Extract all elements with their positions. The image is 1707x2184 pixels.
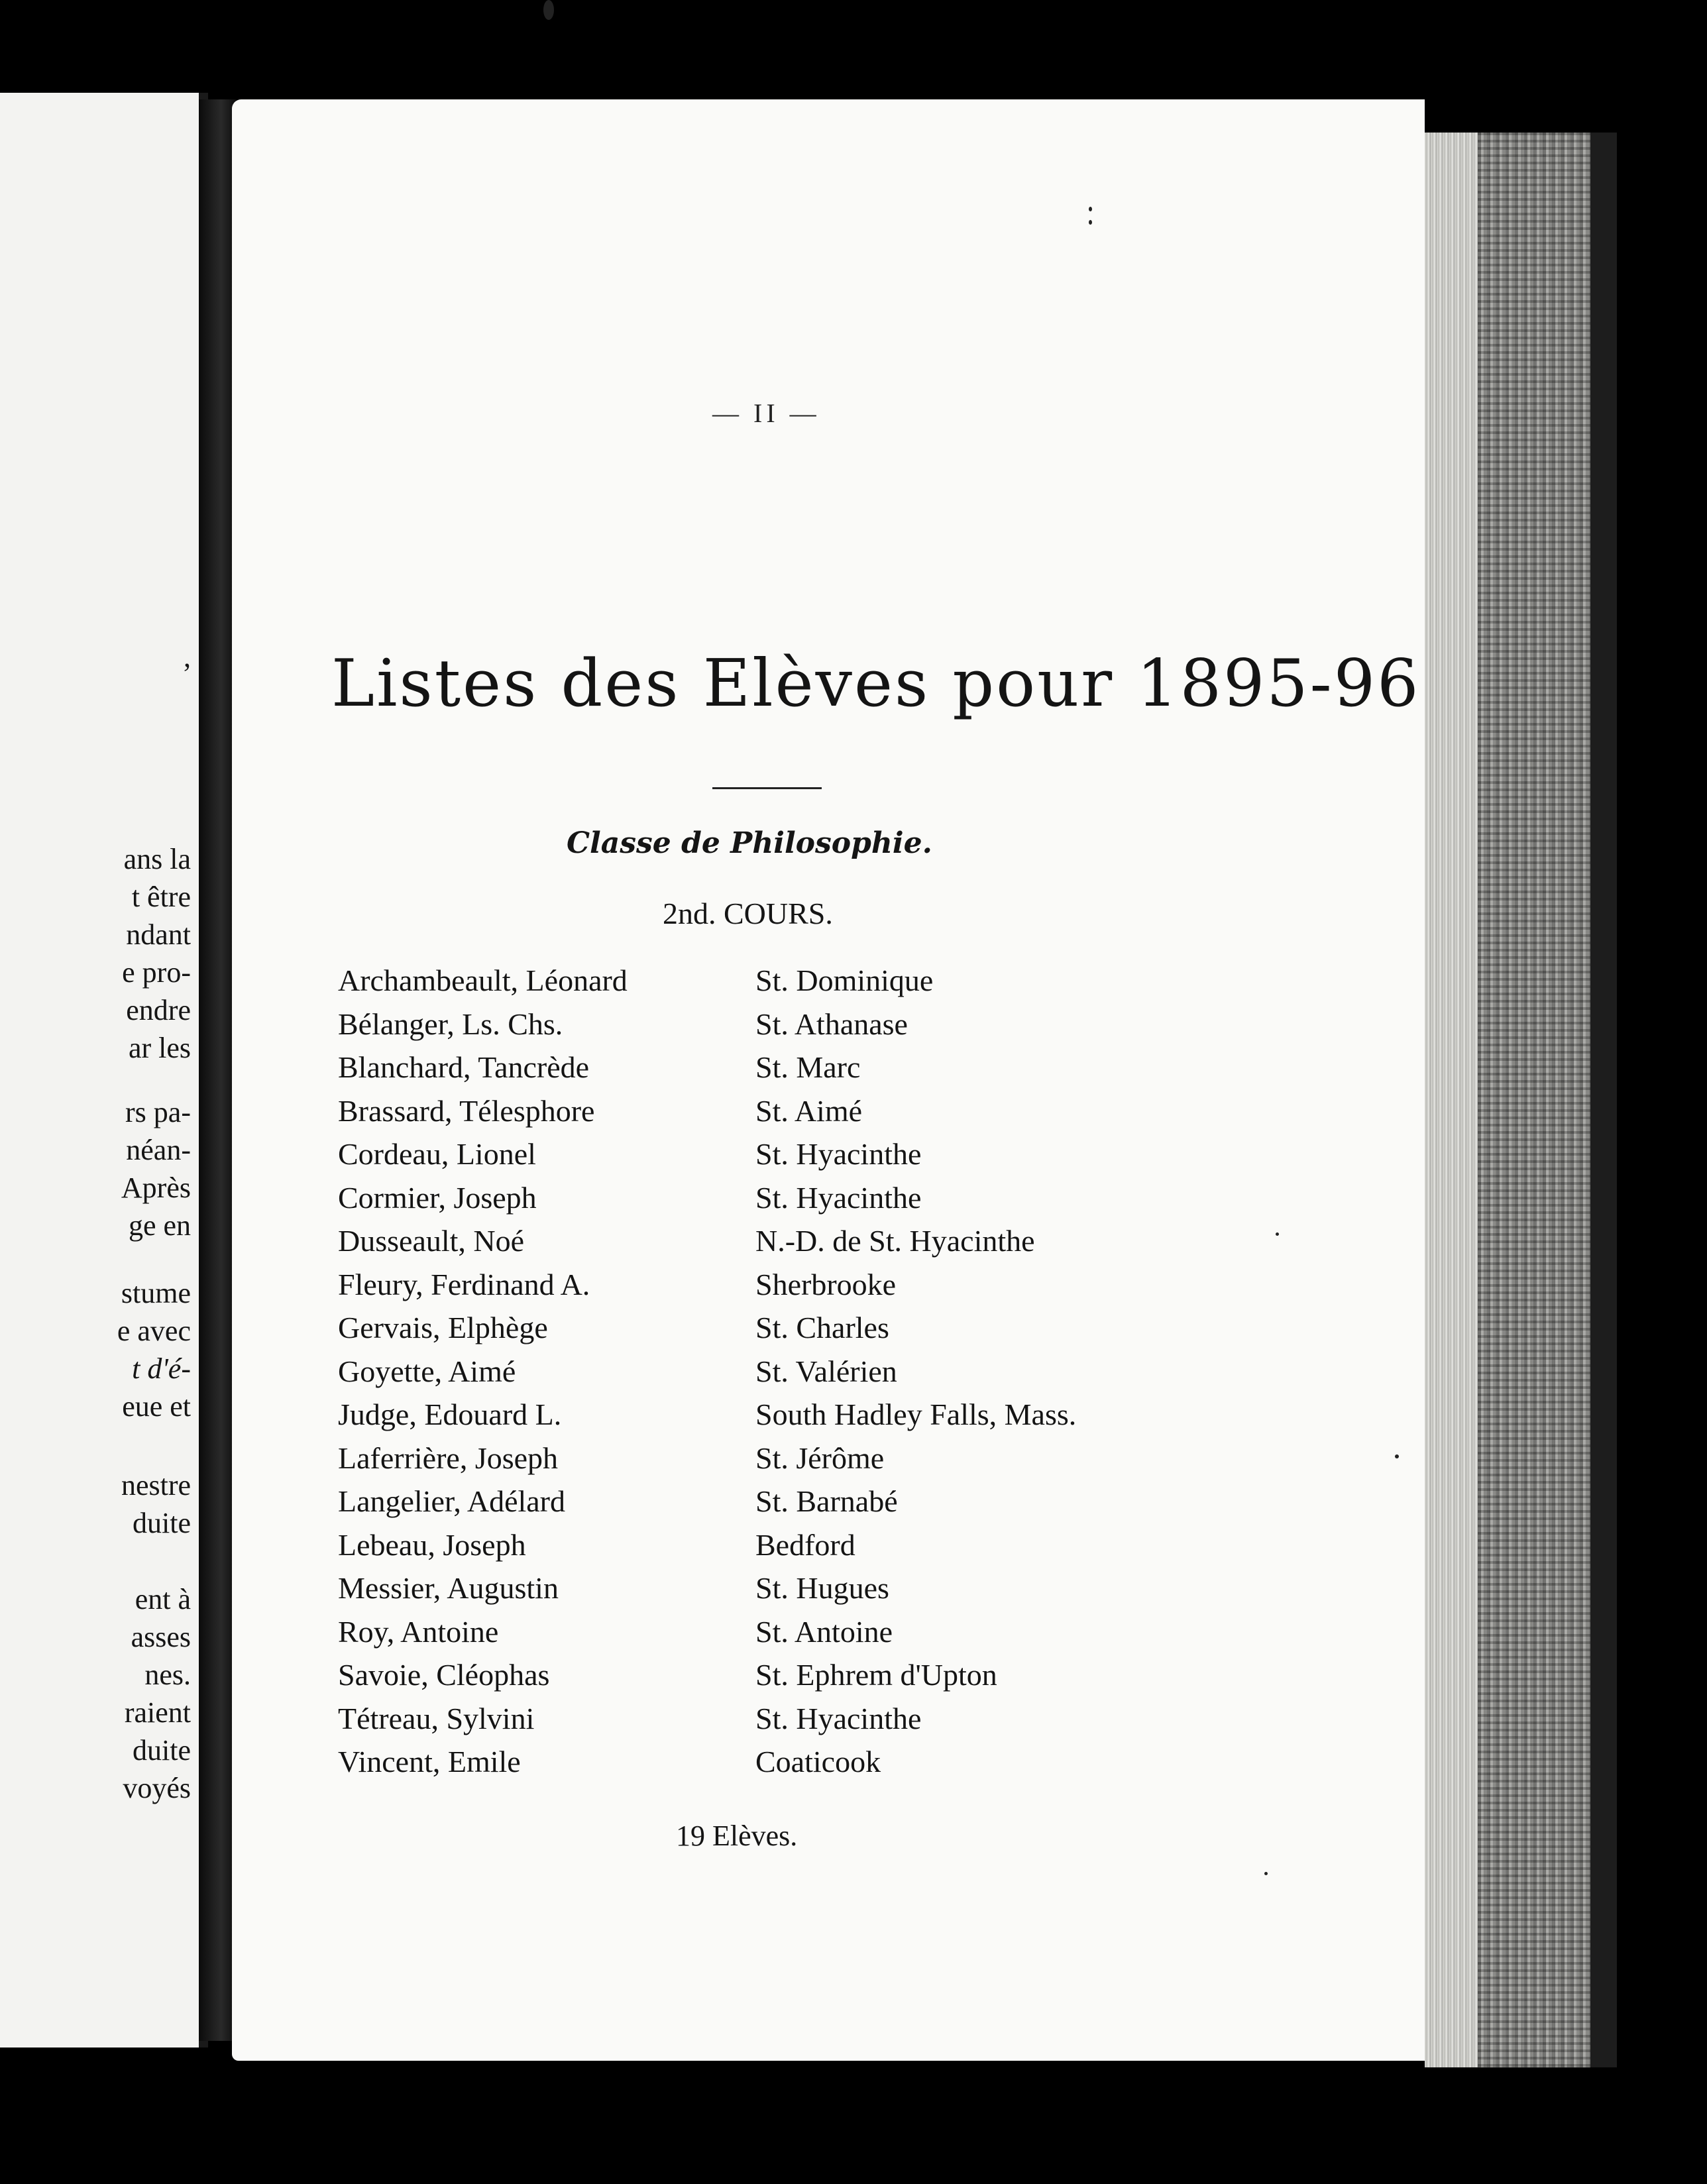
student-hometown: St. Barnabé (755, 1484, 898, 1518)
student-hometown: St. Ephrem d'Upton (755, 1658, 997, 1692)
student-row (338, 1570, 1266, 1613)
student-hometown: N.-D. de St. Hyacinthe (755, 1224, 1035, 1258)
student-name: Goyette, Aimé (338, 1354, 516, 1388)
left-page-line: néan- (126, 1134, 191, 1166)
student-total: 19 Elèves. (676, 1820, 798, 1852)
left-page-line: ar les (128, 1032, 191, 1064)
student-hometown: St. Jérôme (755, 1441, 885, 1475)
student-row (338, 1223, 1266, 1266)
student-name: Savoie, Cléophas (338, 1658, 550, 1692)
left-page-line: duite (133, 1507, 191, 1539)
student-hometown: Sherbrooke (755, 1267, 897, 1301)
student-name: Archambeault, Léonard (338, 963, 628, 997)
left-page-line: e pro- (122, 956, 191, 989)
left-page-line: e avec (117, 1315, 191, 1347)
student-row (338, 1440, 1266, 1484)
student-row (338, 1179, 1266, 1223)
student-hometown: St. Hyacinthe (755, 1701, 922, 1735)
student-hometown: St. Charles (755, 1311, 889, 1344)
student-name: Tétreau, Sylvini (338, 1701, 535, 1735)
student-hometown: St. Aimé (755, 1093, 863, 1128)
left-page-line: rs pa- (125, 1096, 191, 1128)
student-hometown: St. Hyacinthe (755, 1180, 922, 1215)
left-page-line: endre (126, 994, 191, 1026)
student-row (338, 1136, 1266, 1179)
student-hometown: St. Valérien (755, 1354, 897, 1388)
page-number: — II — (712, 398, 820, 428)
left-page-line: ndant (126, 918, 191, 951)
student-row (338, 1700, 1266, 1744)
student-row (338, 1527, 1266, 1570)
student-row (338, 962, 1266, 1006)
student-name: Gervais, Elphège (338, 1311, 548, 1344)
left-page-line: ans la (123, 843, 191, 875)
page-edge-stack (1425, 133, 1610, 2067)
student-name: Roy, Antoine (338, 1614, 499, 1649)
left-page-line: t d'é- (132, 1352, 191, 1385)
student-hometown: Bedford (755, 1527, 855, 1562)
student-name: Brassard, Télesphore (338, 1093, 595, 1128)
student-hometown: St. Marc (755, 1050, 861, 1084)
title-rule (712, 787, 822, 789)
student-name: Lebeau, Joseph (338, 1527, 526, 1562)
student-row (338, 1006, 1266, 1050)
left-page-line: ge en (128, 1209, 191, 1242)
student-row (338, 1309, 1266, 1353)
student-name: Cormier, Joseph (338, 1180, 537, 1215)
scan-speck (1089, 220, 1092, 225)
student-name: Dusseault, Noé (338, 1224, 525, 1258)
student-name: Judge, Edouard L. (338, 1397, 562, 1431)
scan-speck (19, 286, 23, 291)
left-page-line: asses (131, 1621, 191, 1653)
left-page-line: voyés (123, 1772, 191, 1804)
scan-speck (543, 0, 554, 20)
student-hometown: South Hadley Falls, Mass. (755, 1397, 1077, 1431)
scan-speck (1276, 1232, 1279, 1236)
left-page-line: raient (124, 1696, 191, 1729)
left-page-line: t être (131, 881, 191, 913)
student-row (338, 1657, 1266, 1700)
student-name: Cordeau, Lionel (338, 1137, 536, 1171)
left-facing-page (0, 93, 208, 2048)
left-page-line: nes. (144, 1659, 191, 1691)
class-heading: Classe de Philosophie. (567, 826, 932, 860)
student-hometown: Coaticook (755, 1745, 881, 1778)
left-page-line: duite (133, 1734, 191, 1767)
left-page-line: , (184, 641, 191, 673)
student-name: Langelier, Adélard (338, 1484, 566, 1518)
left-page-line: Après (121, 1172, 191, 1204)
student-name: Blanchard, Tancrède (338, 1050, 590, 1084)
student-row (338, 1396, 1266, 1440)
left-page-line: eue et (122, 1390, 191, 1423)
left-page-line: nestre (121, 1469, 191, 1502)
left-page-line: stume (121, 1277, 191, 1309)
student-row (338, 1483, 1266, 1527)
student-row (338, 1353, 1266, 1397)
scan-speck (1264, 1872, 1268, 1875)
student-row (338, 1743, 1266, 1787)
student-name: Laferrière, Joseph (338, 1441, 559, 1475)
student-name: Bélanger, Ls. Chs. (338, 1007, 563, 1041)
page-title: Listes des Elèves pour 1895-96 (331, 646, 1421, 722)
book-gutter (199, 99, 236, 2041)
student-row (338, 1049, 1266, 1093)
book-edge-shadow (1590, 133, 1617, 2067)
course-heading: 2nd. COURS. (663, 897, 833, 930)
left-page-line: ent à (135, 1583, 191, 1615)
student-hometown: St. Hyacinthe (755, 1137, 922, 1171)
student-hometown: St. Hugues (755, 1571, 889, 1605)
scan-speck (1395, 1454, 1399, 1458)
student-list (338, 962, 1266, 1787)
student-hometown: St. Athanase (755, 1007, 908, 1041)
scan-speck (1089, 207, 1092, 211)
student-name: Messier, Augustin (338, 1571, 559, 1605)
student-row (338, 1093, 1266, 1136)
student-row (338, 1266, 1266, 1310)
student-name: Fleury, Ferdinand A. (338, 1267, 590, 1301)
student-name: Vincent, Emile (338, 1745, 521, 1778)
student-hometown: St. Dominique (755, 963, 934, 997)
student-row (338, 1613, 1266, 1657)
student-hometown: St. Antoine (755, 1614, 893, 1649)
